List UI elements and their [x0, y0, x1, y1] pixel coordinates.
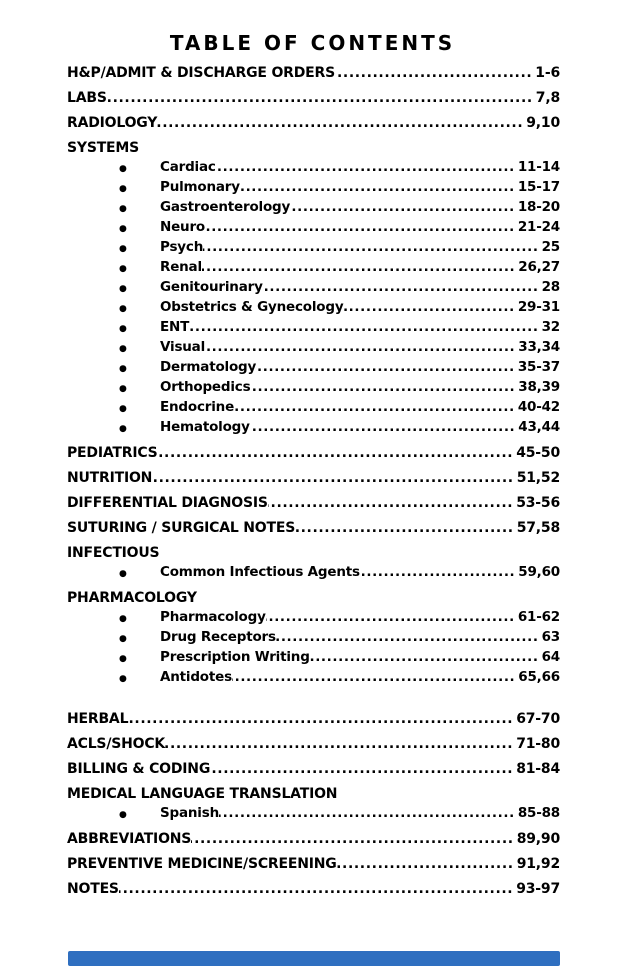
toc-subentry [67, 200, 560, 216]
dot-leader [158, 446, 516, 461]
toc-entry [67, 141, 560, 156]
toc-entry-label: SYSTEMS [67, 140, 140, 156]
toc-subentry [67, 180, 560, 196]
dot-leader [128, 712, 515, 727]
toc-entry [67, 496, 560, 511]
toc-subentry-pages: 59,60 [518, 564, 560, 580]
toc-subentry-label: Orthopedics [160, 379, 251, 395]
toc-entry-label: HERBAL [67, 711, 129, 727]
bullet-icon: ● [119, 654, 127, 664]
toc-entry [67, 446, 560, 461]
toc-subentry-label: Pharmacology [160, 609, 266, 625]
toc-subentry-label: Gastroenterology [160, 199, 291, 215]
toc-entry-label: PHARMACOLOGY [67, 590, 197, 606]
dot-leader [276, 630, 541, 644]
toc-entry-label: PREVENTIVE MEDICINE/SCREENING [67, 856, 337, 872]
bullet-icon: ● [119, 634, 127, 644]
dot-leader [219, 806, 517, 820]
toc-subentry-pages: 26,27 [518, 259, 560, 275]
toc-entry-pages: 53-56 [516, 495, 560, 511]
toc-entry [67, 882, 560, 897]
toc-entry [67, 762, 560, 777]
bullet-icon: ● [119, 384, 127, 394]
toc-entry-label: MEDICAL LANGUAGE TRANSLATION [67, 786, 338, 802]
bullet-icon: ● [119, 204, 127, 214]
toc-subentry [67, 320, 560, 336]
toc-subentry [67, 280, 560, 296]
toc-entry [67, 116, 560, 131]
bullet-icon: ● [119, 674, 127, 684]
toc-entry [67, 521, 560, 536]
toc-entry [67, 712, 560, 727]
bullet-icon: ● [119, 164, 127, 174]
toc-subentry-pages: 38,39 [518, 379, 560, 395]
bullet-icon: ● [119, 304, 127, 314]
toc-entry-pages: 81-84 [516, 761, 560, 777]
dot-leader [266, 610, 517, 624]
toc-subentry-pages: 33,34 [518, 339, 560, 355]
toc-entry-pages: 9,10 [526, 115, 560, 131]
toc-subentry-label: Pulmonary [160, 179, 240, 195]
toc-entry-pages: 71-80 [516, 736, 560, 752]
toc-subentry-pages: 25 [541, 239, 560, 255]
toc-entry-label: PEDIATRICS [67, 445, 158, 461]
dot-leader [203, 240, 541, 254]
toc-subentry [67, 610, 560, 626]
toc-entry-label: INFECTIOUS [67, 545, 160, 561]
bullet-icon: ● [119, 344, 127, 354]
toc-entry-label: ACLS/SHOCK [67, 736, 166, 752]
toc-subentry-label: ENT [160, 319, 190, 335]
toc-subentry [67, 565, 560, 581]
dot-leader [263, 280, 541, 294]
toc-subentry-label: Obstetrics & Gynecology [160, 299, 344, 315]
toc-subentry-pages: 64 [541, 649, 560, 665]
toc-subentry-pages: 15-17 [517, 179, 560, 195]
toc-subentry-label: Cardiac [160, 159, 216, 175]
toc-entry-pages: 1-6 [535, 65, 560, 81]
toc-entry-label: NOTES [67, 881, 119, 897]
toc-subentry-pages: 43,44 [518, 419, 560, 435]
toc-subentry-pages: 40-42 [517, 399, 560, 415]
dot-leader [107, 91, 535, 106]
toc-entry-pages: 57,58 [516, 520, 560, 536]
toc-subentry [67, 380, 560, 396]
dot-leader [343, 300, 516, 314]
dot-leader [234, 400, 517, 414]
toc-entry-label: NUTRITION [67, 470, 153, 486]
toc-entry-label: SUTURING / SURGICAL NOTES [67, 520, 296, 536]
toc-entry [67, 591, 560, 606]
toc-subentry-pages: 61-62 [517, 609, 560, 625]
dot-leader [310, 650, 541, 664]
toc-subentry [67, 360, 560, 376]
toc-entry-label: BILLING & CODING [67, 761, 211, 777]
toc-subentry-pages: 29-31 [517, 299, 560, 315]
dot-leader [202, 260, 517, 274]
dot-leader [337, 857, 516, 872]
dot-leader [191, 832, 516, 847]
toc-subentry-label: Antidotes [160, 669, 232, 685]
toc-subentry-pages: 21-24 [517, 219, 560, 235]
dot-leader [119, 882, 515, 897]
toc-entry-label: LABS [67, 90, 107, 106]
bullet-icon: ● [119, 184, 127, 194]
bullet-icon: ● [119, 244, 127, 254]
bullet-icon: ● [119, 569, 127, 579]
dot-leader [268, 496, 515, 511]
bullet-icon: ● [119, 364, 127, 374]
dot-leader [157, 116, 525, 131]
toc-entry [67, 857, 560, 872]
toc-subentry-label: Spanish [160, 805, 219, 821]
toc-entry-label: DIFFERENTIAL DIAGNOSIS [67, 495, 268, 511]
toc-subentry [67, 340, 560, 356]
toc-subentry-label: Hematology [160, 419, 250, 435]
toc-subentry [67, 300, 560, 316]
toc-entry [67, 91, 560, 106]
toc-list [67, 66, 560, 897]
bullet-icon: ● [119, 284, 127, 294]
toc-subentry [67, 220, 560, 236]
toc-subentry-pages: 11-14 [517, 159, 560, 175]
toc-entry [67, 471, 560, 486]
toc-subentry-pages: 85-88 [517, 805, 560, 821]
toc-subentry-pages: 28 [541, 279, 560, 295]
bullet-icon: ● [119, 810, 127, 820]
toc-subentry [67, 400, 560, 416]
toc-subentry-label: Drug Receptors [160, 629, 276, 645]
dot-leader [152, 471, 516, 486]
dot-leader [205, 340, 517, 354]
toc-entry [67, 737, 560, 752]
toc-subentry-pages: 63 [541, 629, 560, 645]
dot-leader [295, 521, 516, 536]
toc-subentry-label: Neuro [160, 219, 205, 235]
dot-leader [360, 565, 517, 579]
toc-subentry-pages: 32 [541, 319, 560, 335]
toc-entry [67, 787, 560, 802]
dot-leader [205, 220, 517, 234]
toc-subentry-label: Renal [160, 259, 202, 275]
dot-leader [335, 66, 534, 81]
toc-subentry-label: Visual [160, 339, 206, 355]
toc-subentry-label: Genitourinary [160, 279, 263, 295]
bullet-icon: ● [119, 614, 127, 624]
toc-subentry-pages: 65,66 [518, 669, 560, 685]
toc-entry-pages: 93-97 [516, 881, 560, 897]
toc-subentry-label: Dermatology [160, 359, 257, 375]
dot-leader [256, 360, 517, 374]
dot-leader [250, 380, 517, 394]
toc-entry [67, 832, 560, 847]
toc-entry [67, 546, 560, 561]
toc-entry-pages: 51,52 [516, 470, 560, 486]
toc-subentry-label: Endocrine [160, 399, 235, 415]
dot-leader [250, 420, 518, 434]
bullet-icon: ● [119, 264, 127, 274]
dot-leader [290, 200, 517, 214]
bullet-icon: ● [119, 404, 127, 414]
dot-leader [210, 762, 515, 777]
toc-entry-pages: 7,8 [535, 90, 560, 106]
toc-subentry-pages: 18-20 [517, 199, 560, 215]
bullet-icon: ● [119, 424, 127, 434]
toc-entry-pages: 67-70 [516, 711, 560, 727]
toc-entry-label: RADIOLOGY [67, 115, 158, 131]
dot-leader [216, 160, 517, 174]
toc-subentry-label: Psych [160, 239, 204, 255]
toc-subentry [67, 240, 560, 256]
toc-entry-pages: 91,92 [516, 856, 560, 872]
bottom-blue-bar [68, 951, 560, 966]
bullet-icon: ● [119, 324, 127, 334]
toc-subentry-label: Prescription Writing [160, 649, 310, 665]
toc-subentry-pages: 35-37 [517, 359, 560, 375]
toc-subentry [67, 260, 560, 276]
page-title: TABLE OF CONTENTS [169, 31, 456, 55]
toc-subentry [67, 806, 560, 822]
toc-subentry [67, 650, 560, 666]
bullet-icon: ● [119, 224, 127, 234]
toc-entry-pages: 89,90 [516, 831, 560, 847]
toc-entry [67, 66, 560, 81]
toc-subentry [67, 160, 560, 176]
dot-leader [165, 737, 515, 752]
dot-leader [232, 670, 517, 684]
dot-leader [240, 180, 517, 194]
toc-entry-label: H&P/ADMIT & DISCHARGE ORDERS [67, 65, 335, 81]
toc-subentry [67, 630, 560, 646]
dot-leader [189, 320, 540, 334]
toc-entry-pages: 45-50 [516, 445, 560, 461]
toc-subentry [67, 420, 560, 436]
toc-subentry [67, 670, 560, 686]
toc-subentry-label: Common Infectious Agents [160, 564, 360, 580]
toc-entry-label: ABBREVIATIONS [67, 831, 192, 847]
